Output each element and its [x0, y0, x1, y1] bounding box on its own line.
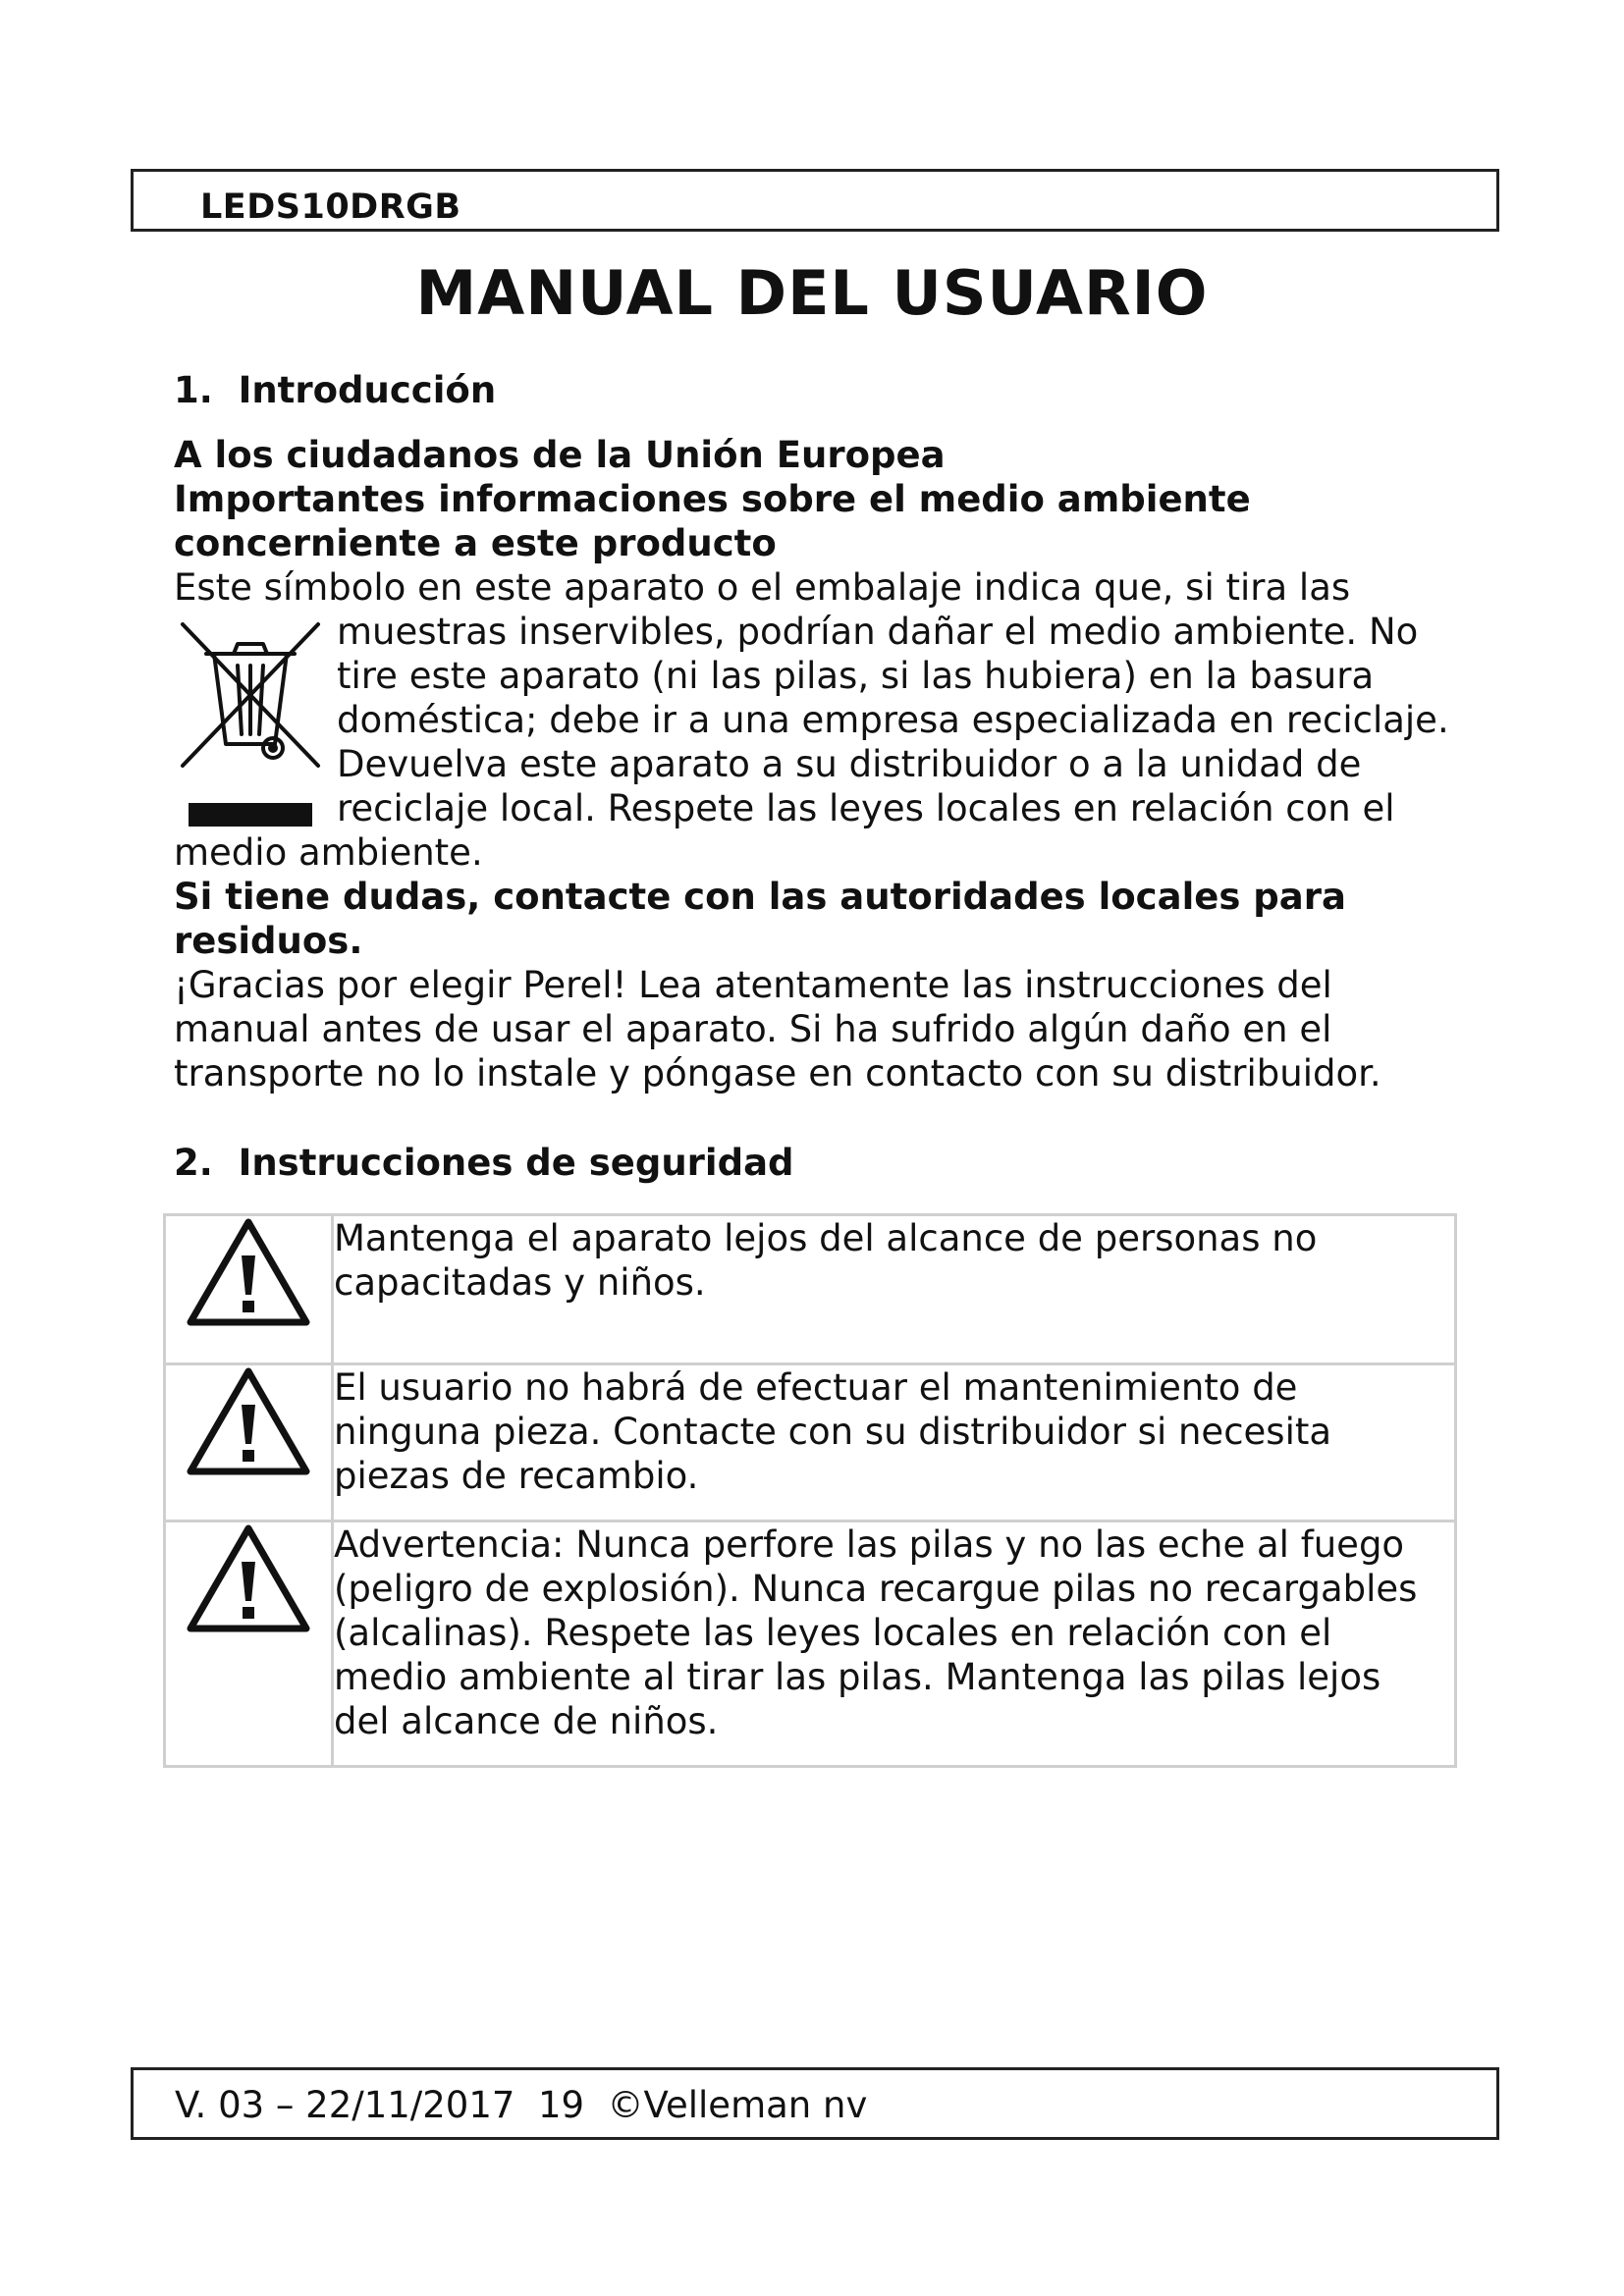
thanks-line: transporte no lo instale y póngase en contacto con su distribuidor.: [174, 1052, 1381, 1095]
body-line: Este símbolo en este aparato o el embalaje indica que, si tira las: [174, 566, 1351, 609]
safety-line: del alcance de niños.: [334, 1700, 719, 1742]
table-row: [165, 1522, 1456, 1767]
warning-icon: [185, 1365, 312, 1478]
safety-text: [333, 1215, 1456, 1364]
body-line: Devuelva este aparato a su distribuidor o a la unidad de: [337, 743, 1362, 785]
section-2-heading: 2. Instrucciones de seguridad: [174, 1142, 794, 1184]
body-line: muestras inservibles, podrían dañar el medio ambiente. No: [337, 611, 1419, 653]
eu-citizens-line: A los ciudadanos de la Unión Europea: [174, 434, 946, 476]
safety-line: ninguna pieza. Contacte con su distribuidor si necesita: [334, 1411, 1332, 1453]
page-title: MANUAL DEL USUARIO: [415, 257, 1209, 329]
safety-line: piezas de recambio.: [334, 1455, 699, 1497]
safety-line: Advertencia: Nunca perfore las pilas y no las eche al fuego: [334, 1523, 1405, 1566]
model-name: LEDS10DRGB: [200, 187, 461, 227]
warning-icon: [185, 1216, 312, 1329]
table-row: [165, 1215, 1456, 1364]
safety-line: capacitadas y niños.: [334, 1261, 706, 1304]
section-1-heading: 1. Introducción: [174, 369, 497, 411]
safety-line: medio ambiente al tirar las pilas. Mantenga las pilas lejos: [334, 1656, 1381, 1698]
contact-authorities-line-2: residuos.: [174, 920, 363, 962]
safety-line: Mantenga el aparato lejos del alcance de personas no: [334, 1217, 1318, 1259]
contact-authorities-line-1: Si tiene dudas, contacte con las autoridades locales para: [174, 876, 1346, 918]
header-box: [131, 169, 1499, 232]
safety-line: (alcalinas). Respete las leyes locales en relación con el: [334, 1612, 1332, 1654]
safety-line: (peligro de explosión). Nunca recargue pilas no recargables: [334, 1568, 1418, 1610]
body-line: doméstica; debe ir a una empresa especializada en reciclaje.: [337, 699, 1449, 741]
warning-icon: [185, 1522, 312, 1635]
thanks-line: manual antes de usar el aparato. Si ha sufrido algún daño en el: [174, 1008, 1332, 1050]
table-row: [165, 1364, 1456, 1522]
footer-text: V. 03 – 22/11/2017 19 ©Velleman nv: [175, 2084, 868, 2126]
weee-bin-icon: [177, 618, 324, 834]
thanks-line: ¡Gracias por elegir Perel! Lea atentamente las instrucciones del: [174, 964, 1332, 1006]
body-line: medio ambiente.: [174, 831, 483, 874]
safety-text: [333, 1364, 1456, 1522]
icon-cell: [165, 1215, 333, 1364]
footer-box: [131, 2067, 1499, 2140]
env-info-line-2: concerniente a este producto: [174, 522, 777, 564]
body-line: reciclaje local. Respete las leyes locales en relación con el: [337, 787, 1395, 829]
icon-cell: [165, 1364, 333, 1522]
safety-line: El usuario no habrá de efectuar el mantenimiento de: [334, 1366, 1298, 1409]
icon-cell: [165, 1522, 333, 1767]
safety-text: [333, 1522, 1456, 1767]
env-info-line-1: Importantes informaciones sobre el medio ambiente: [174, 478, 1251, 520]
safety-table: [163, 1213, 1457, 1768]
body-line: tire este aparato (ni las pilas, si las hubiera) en la basura: [337, 655, 1375, 697]
